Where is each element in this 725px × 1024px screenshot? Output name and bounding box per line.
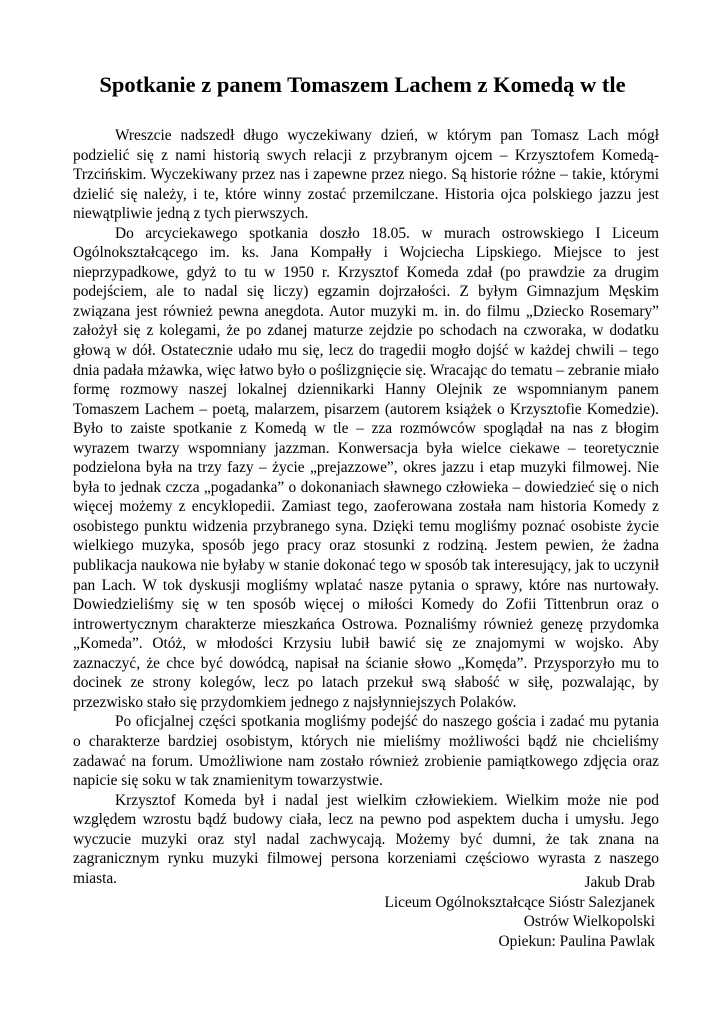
paragraph-conclusion: Krzysztof Komeda był i nadal jest wielkim człowiekiem. Wielkim może nie pod względem wzrostu bądź budowy ciała, lecz na pewno pod aspektem ducha i umysłu. Jego wyczucie muzyki oraz styl nadal zachwycają. Możemy być dumni, że tak znana na zagranicznym rynku muzyki filmowej persona korzeniami częściowo wyrasta z naszego miasta. — [73, 791, 659, 887]
signature-city: Ostrów Wielkopolski — [523, 913, 655, 931]
signature-author: Jakub Drab — [584, 874, 655, 891]
signature-block — [384, 873, 655, 951]
paragraph-meeting: Do arcyciekawego spotkania doszło 18.05. w murach ostrowskiego I Liceum Ogólnokształcącego im. ks. Jana Kompałły i Wojciecha Lipskiego. Miejsce to jest nieprzypadkowe, gdyż to tu w 1950 r. Krzysztof Komeda zdał (po prawdzie za drugim podejściem, ale to nadal się liczy) egzamin dojrzałości. Z byłym Gimnazjum Męskim związana jest również pewna anegdota. Autor muzyki m. in. do filmu „Dziecko Rosemary” założył się z kolegami, że po zdanej maturze zejdzie po schodach na czworaka, w dodatku głową w dół. Ostatecznie udało mu się, lecz do tragedii mogło dojść w każdej chwili – tego dnia padała mżawka, więc łatwo było o poślizgnięcie się. Wracając do tematu – zebranie miało formę rozmowy naszej lokalnej dziennikarki Hanny Olejnik ze wspomnianym panem Tomaszem Lachem – poetą, malarzem, pisarzem (autorem książek o Krzysztofie Komedzie). Było to zaiste spotkanie z Komedą w tle – zza rozmówców spoglądał na nas z błogim wyrazem twarzy wspomniany jazzman. Konwersacja była wielce ciekawe – teoretycznie podzielona była na trzy fazy – życie „prejazzowe”, okres jazzu i etap muzyki filmowej. Nie była to jednak czcza „pogadanka” o dokonaniach sławnego człowieka – dowiedzieć się o nich więcej możemy z encyklopedii. Zamiast tego, zaoferowana została nam historia Komedy z osobistego punktu widzenia przybranego syna. Dzięki temu mogliśmy poznać osobiste życie wielkiego muzyka, sposób jego pracy oraz stosunki z rodziną. Jestem pewien, że żadna publikacja naukowa nie byłaby w stanie dokonać tego w sposób tak interesujący, jak to uczynił pan Lach. W tok dyskusji mogliśmy wplatać nasze pytania o sprawy, które nas nurtowały. Dowiedzieliśmy się w ten sposób więcej o miłości Komedy do Zofii Tittenbrun oraz o introwertycznym charakterze mieszkańca Ostrowa. Poznaliśmy również genezę przydomka „Komeda”. Otóż, w młodości Krzysiu lubił bawić się ze znajomymi w wojsko. Aby zaznaczyć, że chce być dowódcą, napisał na ścianie słowo „Komęda”. Przysporzyło mu to docinek ze strony kolegów, lecz po latach przekuł swą słabość w siłę, pozwalając, by przezwisko stało się przydomkiem jednego z najsłynniejszych Polaków. — [73, 224, 659, 711]
paragraph-intro: Wreszcie nadszedł długo wyczekiwany dzień, w którym pan Tomasz Lach mógł podzielić się z nami historią swych relacji z przybranym ojcem – Krzysztofem Komedą-Trzcińskim. Wyczekiwany przez nas i zapewne przez niego. Są historie różne – takie, którymi dzielić się należy, i te, które winny zostać przemilczane. Historia ojca polskiego jazzu jest niewątpliwie jedną z tych pierwszych. — [73, 127, 659, 223]
paragraph-after-meeting: Po oficjalnej części spotkania mogliśmy podejść do naszego gościa i zadać mu pytania o charakterze bardziej osobistym, których nie mieliśmy możliwości bądź nie chcieliśmy zadawać na forum. Umożliwione nam zostało również zrobienie pamiątkowego zdjęcia oraz napicie się soku w tak znamienitym towarzystwie. — [73, 713, 659, 790]
signature-supervisor: Opiekun: Paulina Pawlak — [498, 932, 655, 950]
document-title: Spotkanie z panem Tomaszem Lachem z Komedą w tle — [99, 72, 626, 97]
signature-school: Liceum Ogólnokształcące Sióstr Salezjanek — [384, 893, 655, 911]
article-body — [73, 126, 659, 888]
